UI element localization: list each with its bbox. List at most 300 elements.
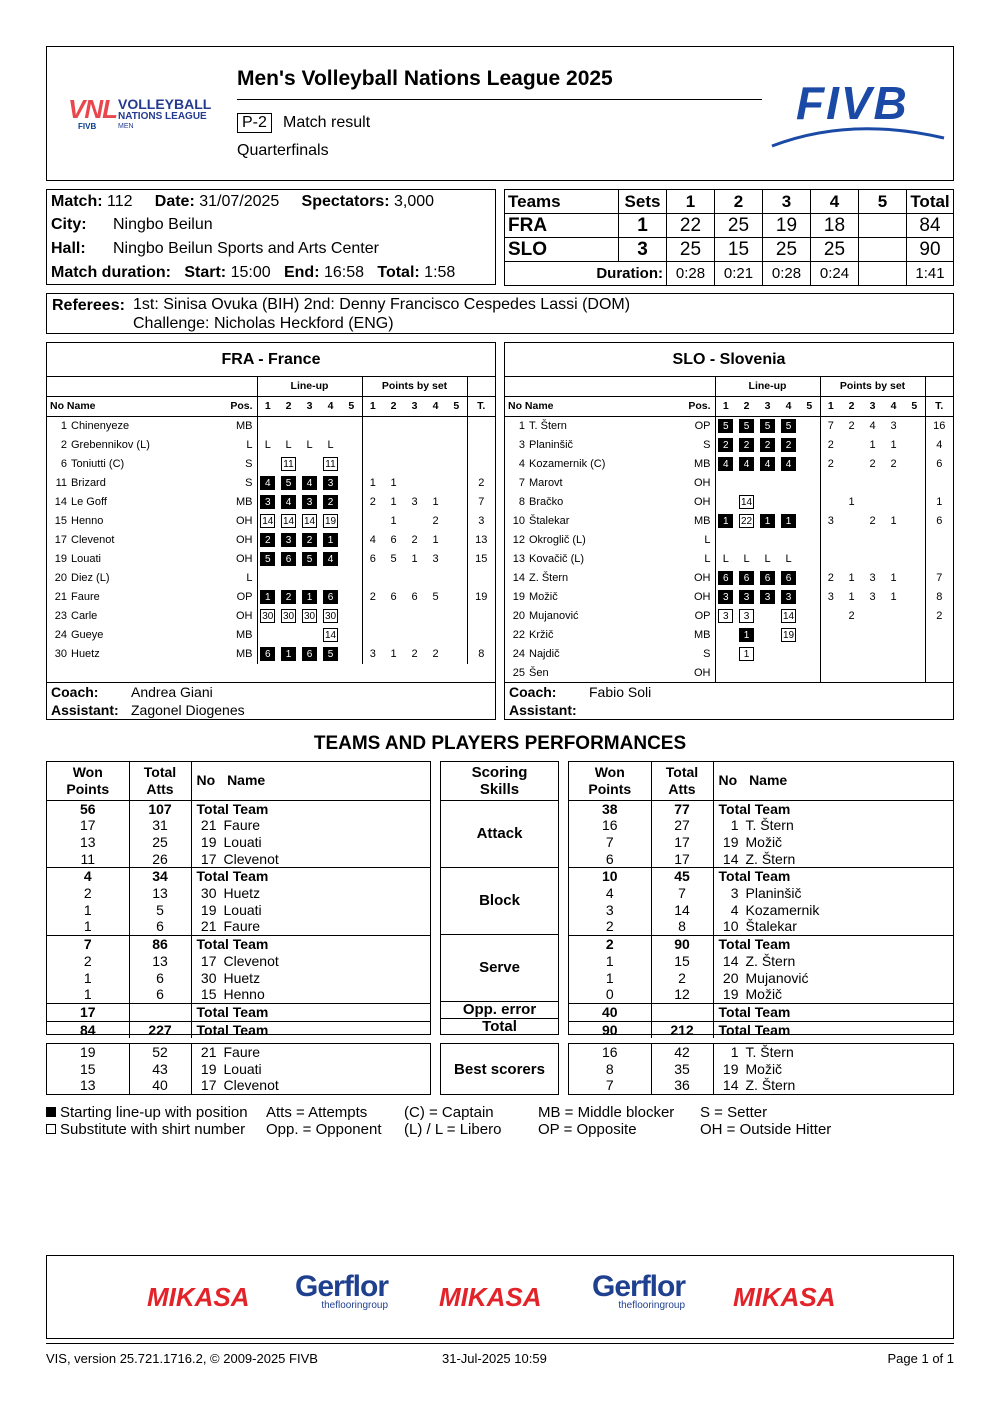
player-name: [505, 455, 685, 474]
starting-position: 1: [760, 514, 775, 528]
lineup-libero: L: [327, 439, 334, 451]
starting-position: 4: [323, 552, 338, 566]
total-atts: 26: [129, 851, 191, 868]
player-name: Total Team: [718, 1003, 791, 1020]
lineup-cell: [278, 512, 299, 531]
points-total: 13: [467, 531, 495, 550]
starting-position: 3: [260, 495, 275, 509]
player-pos: OP: [694, 420, 711, 432]
player-name: [505, 607, 685, 626]
lineup-cell: [257, 588, 278, 607]
player-name-text: Štalekar: [529, 515, 570, 527]
player-name: [505, 588, 685, 607]
lineup-cell: [257, 436, 278, 455]
player-row: [47, 550, 495, 569]
score-cell: 25: [667, 238, 715, 262]
player-no: 25: [512, 667, 525, 679]
lineup-cell: [799, 455, 820, 474]
legend-text: S = Setter: [700, 1104, 768, 1121]
score-team: FRA: [505, 214, 619, 238]
set-header: 4: [320, 397, 341, 417]
lineup-cell: [320, 512, 341, 531]
player-row: [47, 493, 495, 512]
total-atts: 6: [129, 986, 191, 1003]
lineup-cell: [299, 531, 320, 550]
points-cell: [904, 512, 925, 531]
won-points: 2: [83, 885, 92, 902]
starting-position: 1: [781, 514, 796, 528]
perf-row: [569, 868, 953, 885]
points-cell: [904, 664, 925, 683]
best-scorer-row: [569, 1044, 953, 1061]
player-row: [505, 531, 953, 550]
points-cell: 4: [362, 531, 383, 550]
spectators: 3,000: [394, 192, 435, 210]
lineup-cell: [757, 455, 778, 474]
player-name-text: Šen: [529, 667, 549, 679]
points-cell: 1: [432, 534, 439, 546]
lineup-cell: [799, 512, 820, 531]
player-no: 19: [512, 591, 525, 603]
vnl-mark: VNL: [68, 94, 117, 124]
player-no: 1: [518, 420, 525, 432]
skills-h1: Scoring: [471, 764, 528, 781]
lineup-cell: [778, 588, 799, 607]
total-atts: 52: [129, 1044, 191, 1061]
player: [191, 1044, 430, 1061]
points-total: 3: [467, 512, 495, 531]
points-cell: [841, 512, 862, 531]
player-pos: L: [704, 553, 711, 565]
points-cell: 2: [432, 648, 439, 660]
player-no: 6: [60, 458, 67, 470]
lineup-cell: [757, 493, 778, 512]
points-cell: [425, 626, 446, 645]
team-a-assistant: [47, 701, 495, 720]
perf-row: [47, 986, 430, 1003]
won-points: 19: [79, 1044, 96, 1060]
points-cell: 3: [411, 496, 418, 508]
points-total: 15: [467, 550, 495, 569]
lineup-cell: [736, 588, 757, 607]
won-points: 11: [80, 850, 96, 867]
perf-row: [569, 1003, 953, 1021]
points-cell: 1: [890, 515, 897, 527]
coach-name: Fabio Soli: [589, 684, 652, 700]
player-name: [505, 550, 685, 569]
vnl-line3: MEN: [118, 123, 134, 130]
set-header: 5: [446, 397, 467, 417]
best-scorer-row: [47, 1077, 430, 1094]
lineup-cell: [799, 550, 820, 569]
won-points: 6: [605, 850, 614, 867]
lineup-cell: [341, 474, 362, 493]
perf-row: [47, 902, 430, 919]
lineup-cell: [736, 645, 757, 664]
player-pos: MB: [694, 629, 711, 641]
score-cell: [859, 214, 907, 238]
lineup-cell: [257, 607, 278, 626]
player-name: [505, 664, 685, 683]
won-points: 4: [605, 885, 614, 902]
substitute-number: 30: [282, 611, 295, 623]
player-row: [505, 417, 953, 437]
lineup-cell: [299, 569, 320, 588]
points-cell: [883, 550, 904, 569]
lineup-cell: [320, 455, 341, 474]
lineup-cell: [257, 474, 278, 493]
lineup-cell: [320, 607, 341, 626]
player-name: [505, 417, 685, 437]
legend-col2: [266, 1104, 382, 1138]
skill-serve: Serve: [479, 959, 520, 976]
set-header: 5: [341, 397, 362, 417]
h-atts: Atts: [668, 780, 696, 797]
starting-position: 1: [323, 533, 338, 547]
points-cell: [862, 626, 883, 645]
starting-position: 2: [302, 533, 317, 547]
player-row: [47, 512, 495, 531]
points-cell: [841, 436, 862, 455]
perf-row: [569, 885, 953, 902]
lineup-cell: [341, 493, 362, 512]
set-duration: [859, 262, 907, 286]
assistant-name: Zagonel Diogenes: [131, 702, 245, 718]
player-name: [505, 626, 685, 645]
points-cell: [862, 645, 883, 664]
player: [713, 800, 953, 817]
starting-position: 1: [739, 628, 754, 642]
lineup-cell: [341, 588, 362, 607]
best-left-table: [47, 1044, 430, 1094]
player: [713, 885, 953, 902]
points-cell: [362, 436, 383, 455]
best-right-table: [569, 1044, 953, 1094]
h-won: Won: [594, 763, 625, 780]
perf-row: [47, 817, 430, 834]
total-atts: [651, 1003, 713, 1021]
lineup-libero: L: [743, 553, 750, 565]
h-name: Name: [749, 772, 788, 789]
starting-position: 4: [718, 457, 733, 471]
starting-position: 6: [302, 647, 317, 661]
points-cell: 2: [848, 610, 855, 622]
points-cell: [904, 569, 925, 588]
player-name: Louati: [223, 1060, 262, 1077]
lineup-cell: [757, 436, 778, 455]
pos-header: Pos.: [685, 397, 715, 417]
points-cell: [904, 588, 925, 607]
best-left: [46, 1043, 431, 1095]
points-cell: 1: [890, 439, 897, 451]
points-cell: 4: [869, 420, 876, 432]
lineup-cell: [736, 493, 757, 512]
points-total: [925, 626, 953, 645]
team-a-coach: [47, 682, 495, 701]
date-label: Date:: [154, 192, 195, 210]
points-total: [467, 436, 495, 455]
starting-position: 1: [718, 514, 733, 528]
perf-row: [47, 970, 430, 987]
score-sets: 1: [619, 214, 667, 238]
lineup-cell: [715, 417, 736, 437]
lineup-cell: [278, 531, 299, 550]
points-cell: [841, 531, 862, 550]
player-no: 19: [54, 553, 67, 565]
substitute-number: 14: [782, 611, 795, 623]
points-cell: [904, 493, 925, 512]
player-name: T. Štern: [745, 1044, 794, 1060]
phase: Quarterfinals: [237, 142, 329, 159]
won-points: 1: [83, 986, 92, 1003]
player-no: 21: [200, 817, 217, 834]
points-total: 7: [925, 569, 953, 588]
coach-label: Coach:: [509, 684, 557, 700]
lineup-cell: [299, 588, 320, 607]
player-row: [505, 607, 953, 626]
lineup-cell: [736, 607, 757, 626]
won-points: 17: [47, 1003, 129, 1021]
player-name: Clevenot: [223, 952, 279, 969]
points-cell: [383, 607, 404, 626]
player-name: [505, 531, 685, 550]
lineup-cell: [715, 626, 736, 645]
score-row-slo: [505, 238, 954, 262]
lineup-cell: [341, 512, 362, 531]
points-cell: 1: [390, 648, 397, 660]
player-pos: L: [246, 572, 253, 584]
points-cell: 2: [820, 455, 841, 474]
lineup-cell: [341, 607, 362, 626]
starting-position: 5: [739, 419, 754, 433]
lineup-cell: [778, 474, 799, 493]
lineup-cell: [799, 664, 820, 683]
starting-position: 5: [302, 552, 317, 566]
starting-position: 3: [323, 476, 338, 490]
player: [713, 953, 953, 970]
won-points: 7: [605, 1077, 614, 1094]
starting-position: 5: [323, 647, 338, 661]
points-cell: [862, 493, 883, 512]
points-cell: [383, 436, 404, 455]
player-pos: OH: [694, 667, 711, 679]
lineup-cell: [278, 645, 299, 664]
vnl-logo: [66, 94, 226, 134]
won-points: 16: [601, 1044, 618, 1060]
score-h-sets: Sets: [619, 190, 667, 214]
lineup-cell: [778, 626, 799, 645]
won-points: 13: [79, 1077, 96, 1094]
points-cell: 5: [432, 591, 439, 603]
player-no: 20: [54, 572, 67, 584]
won-points: 17: [79, 817, 96, 834]
lineup-cell: [757, 512, 778, 531]
total-atts: 5: [129, 902, 191, 919]
player-no: 2: [60, 439, 67, 451]
lineup-cell: [278, 607, 299, 626]
points-cell: [883, 626, 904, 645]
hall-label: Hall:: [51, 239, 86, 257]
player-name: Louati: [223, 833, 262, 850]
points-cell: [862, 550, 883, 569]
points-cell: 6: [411, 591, 418, 603]
set-header: 1: [362, 397, 383, 417]
skills-header: [441, 764, 558, 798]
lineup-cell: [778, 493, 799, 512]
lineup-cell: [299, 455, 320, 474]
points-cell: [362, 417, 383, 437]
starting-position: 3: [281, 533, 296, 547]
player-row: [47, 417, 495, 437]
duration-label: Duration:: [505, 262, 667, 286]
filled-square-icon: [46, 1107, 56, 1117]
lineup-cell: [257, 417, 278, 437]
won-points: 1: [83, 969, 92, 986]
team-b-title: SLO - Slovenia: [505, 343, 953, 377]
total-atts: 14: [651, 902, 713, 919]
player-name: Možič: [745, 833, 783, 850]
points-total: [925, 550, 953, 569]
player-name: Mujanović: [745, 969, 809, 986]
lineup-cell: [736, 664, 757, 683]
lineup-cell: [320, 645, 341, 664]
points-cell: 2: [869, 515, 876, 527]
player-row: [47, 474, 495, 493]
h-name: Name: [227, 772, 266, 789]
player-name-text: Clevenot: [71, 534, 115, 546]
player: [713, 1021, 953, 1038]
score-row-fra: [505, 214, 954, 238]
total-atts: 15: [651, 953, 713, 970]
total-atts: 31: [129, 817, 191, 834]
points-cell: [383, 455, 404, 474]
spectators-label: Spectators:: [301, 192, 390, 210]
player-pos: OP: [236, 591, 253, 603]
perf-row: [47, 953, 430, 970]
points-cell: [841, 664, 862, 683]
lineup-cell: [257, 512, 278, 531]
player: [713, 1044, 953, 1061]
points-cell: [362, 569, 383, 588]
points-cell: [841, 645, 862, 664]
score-h-s1: 1: [667, 190, 715, 214]
lineup-cell: [341, 626, 362, 645]
player: [713, 902, 953, 919]
points-cell: [820, 626, 841, 645]
won-points: 1: [83, 918, 92, 935]
player-name: [505, 436, 685, 455]
referees-line2: Challenge: Nicholas Heckford (ENG): [133, 315, 394, 332]
lineup-libero: L: [285, 439, 292, 451]
legend-col1: [46, 1104, 248, 1138]
player-row: [47, 626, 495, 645]
points-cell: 7: [820, 417, 841, 437]
points-cell: [425, 436, 446, 455]
points-total: 16: [925, 417, 953, 437]
player-name-text: Možič: [529, 591, 558, 603]
set-header: 2: [736, 397, 757, 417]
points-cell: [425, 455, 446, 474]
total-atts: 6: [129, 970, 191, 987]
lineup-cell: [778, 417, 799, 437]
gerflor-name: Gerflor: [592, 1270, 686, 1303]
won-points: 56: [79, 800, 96, 817]
player-row: [47, 455, 495, 474]
starting-position: 1: [302, 590, 317, 604]
player-pos: S: [245, 477, 253, 489]
starting-position: 6: [281, 552, 296, 566]
starting-position: 3: [739, 590, 754, 604]
points-cell: [862, 664, 883, 683]
mikasa-logo: MIKASA: [439, 1282, 542, 1312]
total-atts: 42: [651, 1044, 713, 1061]
score-duration-row: [505, 262, 954, 286]
player-no: 30: [200, 969, 217, 986]
player-no: 17: [200, 850, 217, 867]
set-header: 3: [299, 397, 320, 417]
points-cell: 2: [411, 648, 418, 660]
starting-position: 4: [260, 476, 275, 490]
player-no: 14: [722, 850, 739, 867]
legend-text: (L) / L = Libero: [404, 1121, 502, 1138]
points-total: [467, 455, 495, 474]
starting-position: 2: [260, 533, 275, 547]
won-points: 2: [83, 952, 92, 969]
player-name-text: Louati: [71, 553, 101, 565]
player-pos: S: [703, 439, 711, 451]
player-name-text: Brizard: [71, 477, 106, 489]
player-pos: OH: [694, 477, 711, 489]
perf-left-table: [47, 762, 430, 1038]
points-cell: 2: [362, 588, 383, 607]
h-no: No: [718, 772, 738, 789]
player: [191, 885, 430, 902]
player-no: 30: [200, 885, 217, 902]
player-name-text: Carle: [71, 610, 98, 622]
legend-text: (C) = Captain: [404, 1104, 494, 1121]
legend-col5: [700, 1104, 831, 1138]
won-points: 4: [47, 868, 129, 885]
lineup-libero: L: [785, 553, 792, 565]
player-no: 7: [518, 477, 525, 489]
points-cell: [883, 474, 904, 493]
coach-label: Coach:: [51, 684, 99, 700]
player-row: [47, 436, 495, 455]
points-cell: [862, 531, 883, 550]
player-row: [505, 550, 953, 569]
lineup-cell: [257, 493, 278, 512]
footer-page: Page 1 of 1: [887, 1351, 954, 1366]
total-time: 1:58: [424, 263, 456, 281]
points-cell: [904, 474, 925, 493]
total-atts: 35: [651, 1061, 713, 1078]
player-name: Huetz: [223, 885, 261, 902]
coach-name: Andrea Giani: [131, 684, 213, 700]
starting-position: 6: [260, 647, 275, 661]
player-pos: OH: [694, 591, 711, 603]
lineup-cell: [757, 626, 778, 645]
substitute-number: 30: [324, 611, 337, 623]
player: [713, 1003, 953, 1021]
lineup-cell: [278, 569, 299, 588]
team-a-table: [47, 377, 495, 664]
points-cell: [404, 512, 425, 531]
player-pos: OP: [694, 610, 711, 622]
lineup-cell: [715, 512, 736, 531]
lineup-cell: [778, 512, 799, 531]
h-total: Total: [665, 763, 699, 780]
legend-text: OH = Outside Hitter: [700, 1121, 832, 1138]
